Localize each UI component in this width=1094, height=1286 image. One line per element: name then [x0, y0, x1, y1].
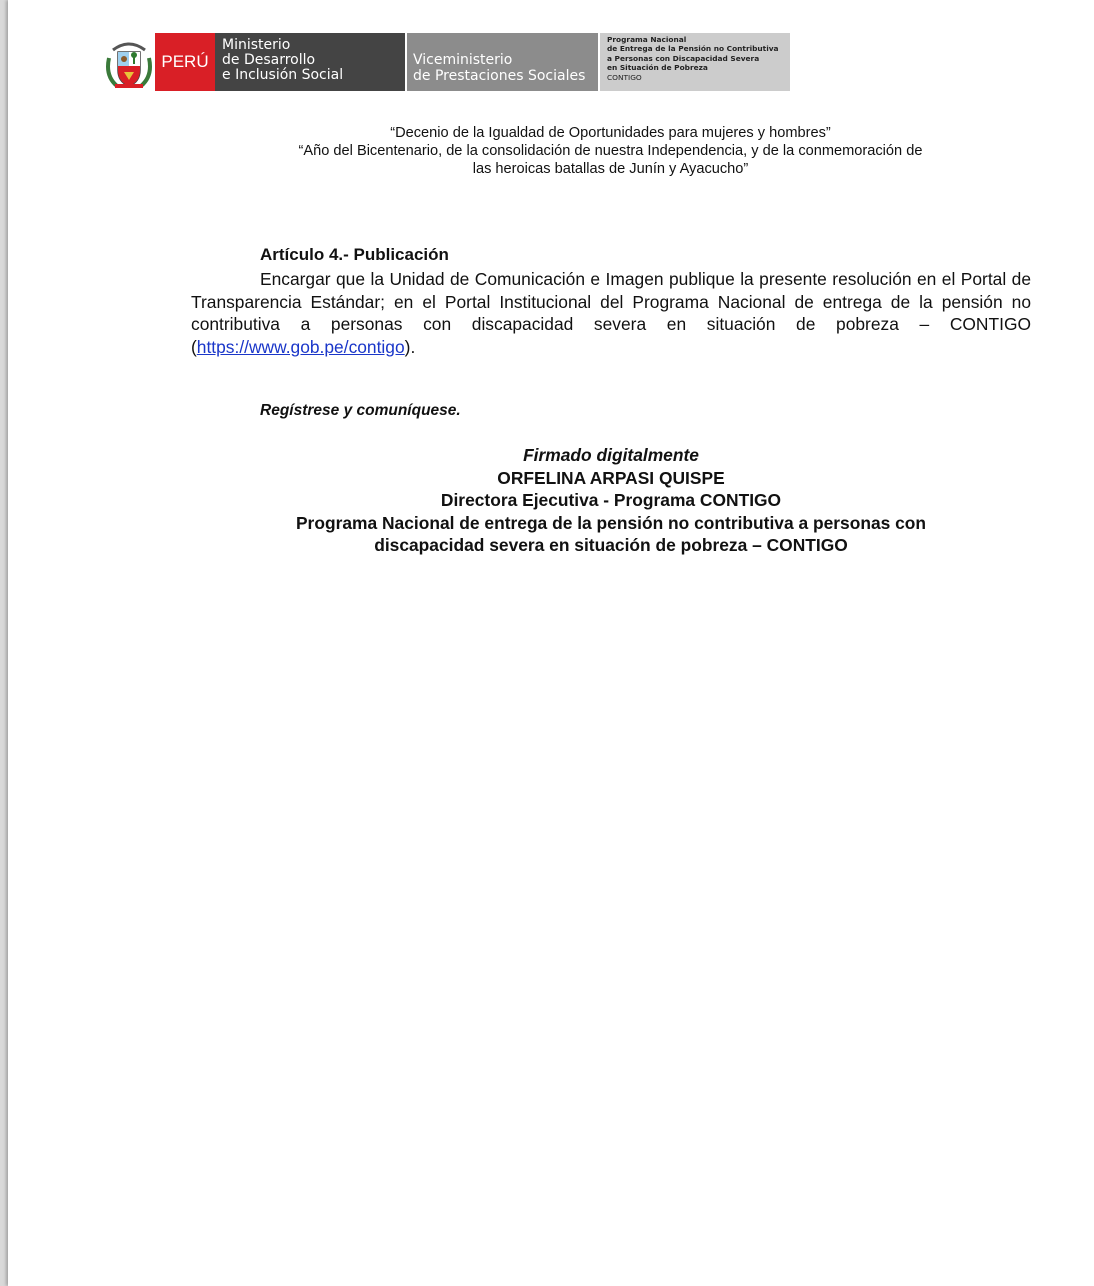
motto-line: “Decenio de la Igualdad de Oportunidades para mujeres y hombres” — [390, 125, 831, 141]
ministry-line: Ministerio — [222, 37, 291, 53]
official-motto — [188, 124, 1033, 178]
article-body — [191, 268, 1031, 358]
document-page — [8, 0, 1094, 1286]
contigo-link[interactable]: https://www.gob.pe/contigo — [196, 336, 405, 357]
program-line: en Situación de Pobreza — [607, 63, 708, 73]
program-line: Programa Nacional — [607, 35, 687, 44]
ministry-line: e Inclusión Social — [222, 67, 344, 83]
signer-position: Directora Ejecutiva - Programa CONTIGO — [440, 490, 782, 511]
ministry-name — [215, 33, 405, 91]
peru-label: PERÚ — [155, 33, 215, 91]
article-text: Encargar que la Unidad de Comunicación e Imagen publique la presente resolución en el Portal de Transparencia Estándar; en el Portal Institucional del Programa Nacional de entrega de la pensión no contributiva a personas con discapacidad severa en situación de pobreza – CONTIGO ( — [191, 269, 1031, 357]
program-line: de Entrega de la Pensión no Contributiva — [607, 44, 779, 54]
vice-line: Viceministerio — [413, 52, 513, 68]
motto-line: “Año del Bicentenario, de la consolidación de nuestra Independencia, y de la conmemoración de — [298, 143, 923, 159]
article-text-end: ). — [404, 336, 416, 357]
vice-line: de Prestaciones Sociales — [413, 68, 586, 84]
ministry-line: de Desarrollo — [222, 52, 316, 68]
article-title: Artículo 4.- Publicación — [260, 245, 449, 264]
program-line: CONTIGO — [607, 72, 642, 82]
program-name — [600, 33, 790, 91]
closing-formula: Regístrese y comuníquese. — [260, 402, 461, 419]
peru-coat-of-arms-icon — [103, 36, 155, 91]
signer-name: ORFELINA ARPASI QUISPE — [497, 467, 725, 488]
letterhead — [103, 33, 803, 91]
motto-line: las heroicas batallas de Junín y Ayacucho” — [472, 161, 749, 177]
signature-block — [191, 444, 1031, 557]
viceministry-name — [407, 33, 598, 91]
program-line: a Personas con Discapacidad Severa — [607, 53, 760, 63]
program-line: discapacidad severa en situación de pobreza – CONTIGO — [374, 535, 848, 556]
digital-signature-note: Firmado digitalmente — [523, 445, 699, 465]
program-line: Programa Nacional de entrega de la pensión no contributiva a personas con — [295, 512, 927, 533]
